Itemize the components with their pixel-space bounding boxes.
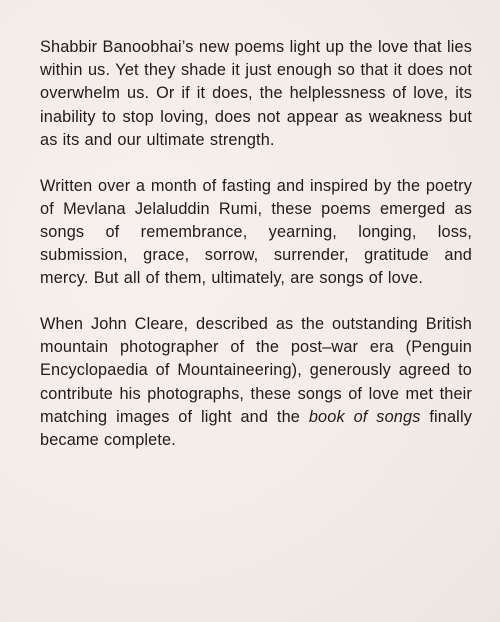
paragraph-3-text-start: When John Cleare, described as the outstanding British mountain photographer of the post–war era (Penguin Encyclopaedia of Mountaineering), generously agreed to contribute his photographs, these songs of love met their matching images of light and the: [40, 315, 472, 426]
paragraph-3: [40, 313, 472, 452]
paragraph-1: Shabbir Banoobhai’s new poems light up the love that lies within us. Yet they shade it just enough so that it does not overwhelm us. Or if it does, the helplessness of love, its inability to stop loving, does not appear as weakness but as its and our ultimate strength.: [40, 38, 472, 149]
blurb-text-block: [40, 36, 472, 452]
book-title-italic: book of songs: [308, 407, 421, 426]
paragraph-2: Written over a month of fasting and inspired by the poetry of Mevlana Jelaluddin Rumi, these poems emerged as songs of remembrance, yearning, longing, loss, submission, grace, sorrow, surrender, gratitude and mercy. But all of them, ultimately, are songs of love.: [40, 176, 472, 288]
paragraph-3-text-end: finally became complete.: [40, 407, 473, 450]
